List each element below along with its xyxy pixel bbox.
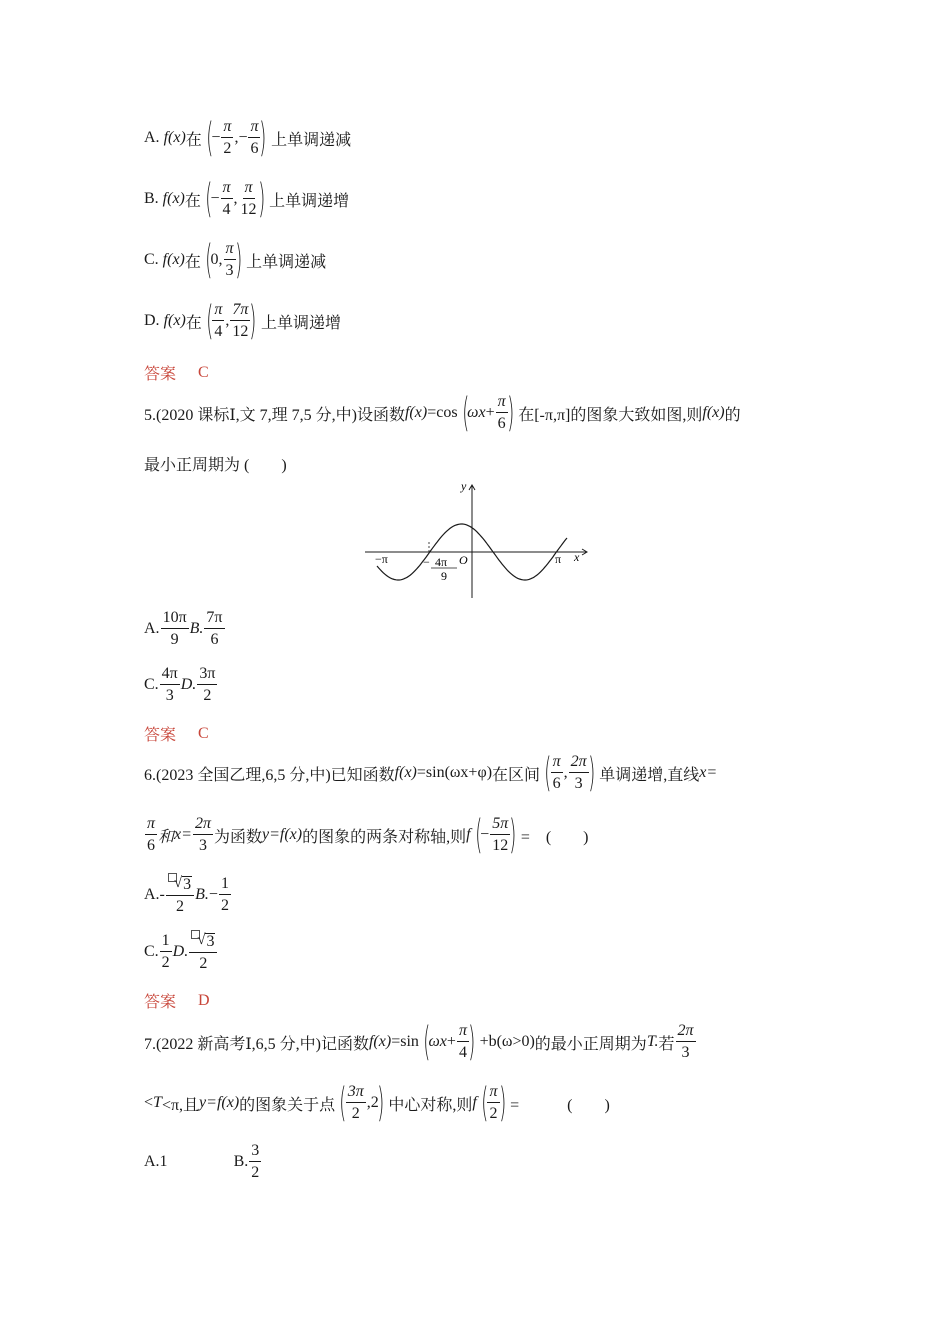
q6-stem-line1 [144,750,718,796]
denominator: 9 [170,631,179,648]
separator: , [225,312,230,329]
denominator: 2 [203,687,212,704]
fraction [490,816,510,854]
denominator: 6 [210,631,219,648]
numerator: 3π [346,1084,366,1103]
y-axis-label: y [461,480,467,493]
omega-x: ωx [428,1033,447,1050]
interval: ( − $\frac{\pi}{4}$ , $\frac{\pi}{12}$ ) [205,176,265,222]
mark-sign: − [423,555,430,569]
fx-text: f(x) [394,764,417,781]
fraction [496,394,508,432]
stem-middle: 在区间 [492,766,541,784]
option-suffix: 上单调递减 [246,253,327,271]
option-b-fraction [204,610,224,648]
numerator: π [243,180,255,199]
numerator: 3 [249,1143,261,1162]
fraction [193,816,213,854]
fx-text: f(x) [702,404,725,421]
numerator: 4π [160,666,180,685]
pi-label: π [555,552,562,566]
answer-label: 答案 [144,994,177,1011]
stem-line2: 最小正周期为 ( ) [144,457,287,474]
q5-stem-line1 [144,390,741,436]
fraction [212,302,224,340]
q5-answer [144,722,209,745]
denominator: 2 [489,1105,498,1122]
f-text: f [472,1094,477,1111]
denominator: 2 [199,955,208,972]
option-label: B. [189,620,204,637]
denominator: 2 [176,898,184,915]
fraction [569,754,589,792]
fraction [145,816,157,854]
option-label: D. [144,312,160,329]
q4-option-c [144,237,327,283]
separator: ,− [234,129,248,146]
numerator: 7π [230,302,250,321]
numerator: π [248,119,260,138]
numerator: 1 [219,876,231,895]
fraction [224,241,236,279]
stem-middle: 在[-π,π]的图象大致如图,则 [518,406,703,424]
option-suffix: 上单调递增 [269,192,350,210]
option-label: A. [144,129,160,146]
q6-options-ab [144,875,232,915]
numerator: 2π [569,754,589,773]
q7-stem-line1 [144,1019,697,1065]
x-axis-label: x [574,550,580,564]
denominator: 6 [147,837,155,854]
x-equals: x= [699,764,718,781]
sin-text: =sin(ωx+φ) [416,764,493,781]
stem-end: 的 [724,406,741,424]
numerator: 2π [193,816,213,835]
y-fx: y=f(x) [199,1094,240,1111]
t-text: T. [646,1033,659,1050]
option-a: A.1 [144,1153,168,1170]
answer-value: C [198,724,209,742]
denominator: 2 [351,1105,360,1122]
q6-answer [144,989,210,1012]
q7-stem-line2 [144,1080,610,1126]
q6-options-cd [144,932,218,972]
q4-option-a [144,115,352,161]
fraction [230,302,250,340]
numerator: 2π [676,1023,696,1042]
numerator: π [224,241,236,260]
zai-text: 在 [184,253,201,271]
interval-start: 0 [210,251,219,268]
sqrt-icon: √ [197,932,206,948]
denominator: 3 [225,262,234,279]
option-b-fraction [249,1143,261,1181]
radicand: 3 [183,876,192,893]
neg-pi-label: −π [375,552,388,566]
option-a-fraction [166,875,194,915]
interval: ( $\frac{\pi}{4}$ , $\frac{7\pi}{12}$ ) [206,298,257,344]
zai-text: 在 [185,314,202,332]
option-c-fraction [160,933,172,971]
f-text: f [466,826,471,843]
separator: , [366,1094,371,1111]
fx-text: f(x) [162,190,185,207]
fraction [551,754,563,792]
option-label: A.- [144,886,165,903]
fx-text: f(x) [368,1033,392,1050]
zai-text: 在 [184,192,201,210]
radicand: 3 [206,933,215,950]
minus-sign: − [210,190,220,207]
fraction [221,180,233,218]
stem-text: 的图象关于点 [239,1096,336,1114]
b-part: +b(ω>0) [479,1033,535,1050]
option-label: C. [144,251,159,268]
denominator: 2 [223,140,232,157]
q6-stem-line2 [144,812,589,858]
omega-x: ωx [467,404,486,421]
numerator: 10π [161,610,189,629]
cosine-graph [365,480,595,605]
option-a-fraction [161,610,189,648]
numerator: π [487,1084,499,1103]
option-c-fraction [160,666,180,704]
answer-label: 答案 [144,366,177,383]
sqrt-icon: √ [173,875,183,891]
fx-text: f(x) [162,251,185,268]
stem-end: = ( ) [510,1096,610,1114]
numerator: 1 [160,933,172,952]
denominator: 3 [681,1044,690,1061]
fx-text: f(x) [163,129,186,146]
question-prefix: 7.(2022 新高考Ⅰ,6,5 分,中)记函数 [144,1035,369,1053]
denominator: 3 [574,775,583,792]
answer-label: 答案 [144,727,177,744]
minus-sign: − [211,129,221,146]
argument: ( ωx + $\frac{\pi}{6}$ ) [461,390,514,436]
question-prefix: 5.(2020 课标Ⅰ,文 7,理 7,5 分,中)设函数 [144,406,405,424]
mark-numerator: 4π [435,555,448,569]
option-suffix: 上单调递减 [271,131,352,149]
argument: ( ωx + $\frac{\pi}{4}$ ) [423,1019,476,1065]
numerator: π [496,394,508,413]
ruo-text: 若 [658,1035,675,1053]
fraction [676,1023,696,1061]
option-label: B. [195,886,209,903]
plus-sign: + [446,1033,456,1050]
option-label: C. [144,943,159,960]
question-prefix: 6.(2023 全国乙理,6,5 分,中)已知函数 [144,766,395,784]
separator: , [218,251,223,268]
stem-text: 中心对称,则 [388,1096,473,1114]
denominator: 4 [222,201,231,218]
interval: ( 0 , $\frac{\pi}{3}$ ) [205,237,242,283]
minus-sign: − [480,826,490,843]
option-b-fraction [219,876,231,914]
stem-text: <π,且 [161,1096,200,1114]
x-equals: x= [174,826,192,843]
fx-text: f(x) [404,404,428,421]
stem-middle-2: 单调递增,直线 [599,766,700,784]
he-text: 和 [158,828,175,846]
denominator: 6 [250,140,259,157]
fraction [239,180,259,218]
option-label: D. [180,676,197,693]
numerator: π [221,180,233,199]
option-label: B. [233,1153,249,1170]
numerator: π [551,754,563,773]
denominator: 4 [214,323,223,340]
separator: , [233,190,238,207]
cos-text: =cos [427,404,458,421]
q4-option-d [144,298,342,344]
numerator: 3π [197,666,217,685]
y-fx: y=f(x) [261,826,303,843]
zai-text: 在 [185,131,202,149]
fraction [487,1084,499,1122]
argument: ( − $\frac{5\pi}{12}$ ) [474,812,517,858]
stem-middle-3: 为函数 [213,828,262,846]
option-label: A. [144,620,160,637]
q5-stem-line2 [144,452,287,475]
point: ( $\frac{3\pi}{2}$ , 2 ) [339,1080,385,1126]
fraction [221,119,233,157]
denominator: 2 [161,954,170,971]
point-y: 2 [370,1094,379,1111]
separator: , [563,764,568,781]
denominator: 2 [220,897,229,914]
fraction [346,1084,366,1122]
numerator: π [212,302,224,321]
q5-options-cd [144,666,218,704]
option-label: C. [144,676,159,693]
numerator: π [221,119,233,138]
denominator: 3 [198,837,207,854]
sin-text: =sin [391,1033,419,1050]
origin-label: O [459,553,468,567]
fraction [457,1023,469,1061]
option-d-fraction [189,932,217,972]
numerator [166,875,194,896]
interval: ( − $\frac{\pi}{2}$ ,− $\frac{\pi}{6}$ ) [206,115,267,161]
sqrt [197,933,215,950]
denominator: 6 [552,775,561,792]
denominator: 2 [251,1164,260,1181]
sqrt [174,876,192,893]
q4-option-b [144,176,350,222]
denominator: 12 [240,201,257,218]
option-label: B. [144,190,159,207]
interval: ( $\frac{\pi}{6}$ , $\frac{2\pi}{3}$ ) [544,750,595,796]
stem-middle: 的最小正周期为 [534,1035,647,1053]
argument: ( $\frac{\pi}{2}$ ) [481,1080,506,1126]
denominator: 4 [458,1044,467,1061]
denominator: 12 [232,323,249,340]
stem-middle-4: 的图象的两条对称轴,则 [302,828,467,846]
numerator: 7π [204,610,224,629]
denominator: 6 [497,415,506,432]
option-suffix: 上单调递增 [261,314,342,332]
q5-options-ab [144,610,226,648]
denominator: 12 [492,837,509,854]
option-label: D. [172,943,189,960]
numerator: π [457,1023,469,1042]
less-than: < [144,1094,154,1111]
fx-text: f(x) [163,312,186,329]
q4-answer [144,361,209,384]
answer-value: D [198,991,210,1009]
mark-denominator: 9 [441,569,447,583]
stem-end: = ( ) [520,828,589,846]
numerator [189,932,217,953]
option-d-fraction [197,666,217,704]
minus-sign: − [208,886,218,903]
t-text: T [153,1094,162,1111]
denominator: 3 [165,687,174,704]
plus-sign: + [485,404,495,421]
numerator: 5π [490,816,510,835]
q7-options-ab [144,1143,262,1181]
numerator: π [145,816,157,835]
answer-value: C [198,363,209,381]
